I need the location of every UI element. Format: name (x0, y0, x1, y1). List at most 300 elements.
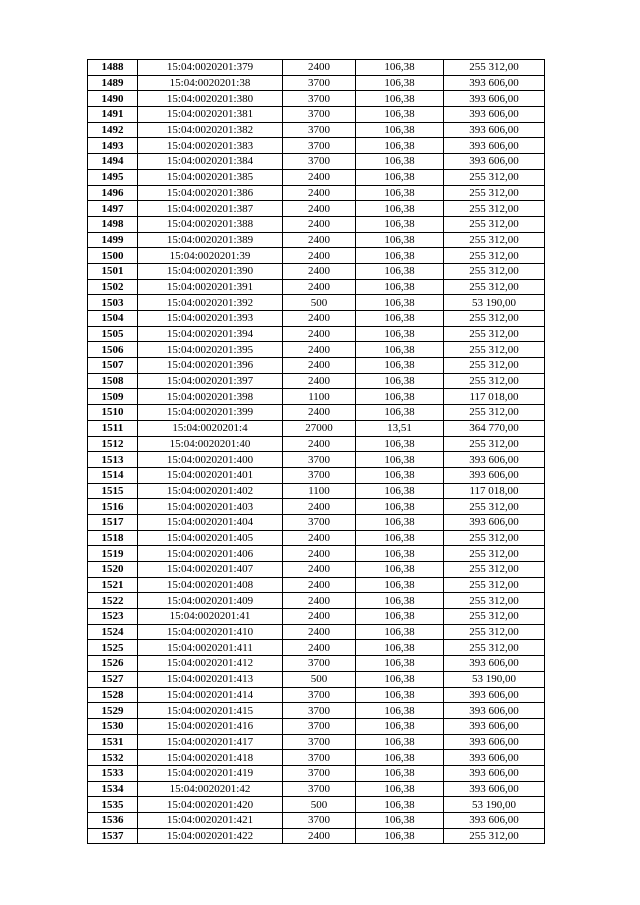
value-cell: 393 606,00 (444, 703, 545, 719)
row-number-cell: 1522 (88, 593, 138, 609)
rate-cell: 106,38 (356, 295, 444, 311)
rate-cell: 106,38 (356, 185, 444, 201)
row-number-cell: 1510 (88, 405, 138, 421)
rate-cell: 106,38 (356, 342, 444, 358)
row-number-cell: 1497 (88, 201, 138, 217)
value-cell: 255 312,00 (444, 499, 545, 515)
value-cell: 393 606,00 (444, 687, 545, 703)
cadastral-number-cell: 15:04:0020201:383 (138, 138, 283, 154)
cadastral-number-cell: 15:04:0020201:404 (138, 514, 283, 530)
table-row (88, 60, 545, 76)
value-cell: 255 312,00 (444, 373, 545, 389)
value-cell: 255 312,00 (444, 263, 545, 279)
cadastral-number-cell: 15:04:0020201:380 (138, 91, 283, 107)
row-number-cell: 1515 (88, 483, 138, 499)
rate-cell: 106,38 (356, 797, 444, 813)
area-cell: 2400 (283, 279, 356, 295)
value-cell: 255 312,00 (444, 279, 545, 295)
table-row (88, 781, 545, 797)
row-number-cell: 1537 (88, 828, 138, 844)
table-row (88, 91, 545, 107)
rate-cell: 106,38 (356, 483, 444, 499)
area-cell: 2400 (283, 185, 356, 201)
area-cell: 3700 (283, 154, 356, 170)
value-cell: 255 312,00 (444, 185, 545, 201)
row-number-cell: 1530 (88, 718, 138, 734)
data-table (87, 59, 545, 844)
value-cell: 393 606,00 (444, 781, 545, 797)
cadastral-number-cell: 15:04:0020201:410 (138, 624, 283, 640)
cadastral-number-cell: 15:04:0020201:386 (138, 185, 283, 201)
rate-cell: 106,38 (356, 734, 444, 750)
table-row (88, 263, 545, 279)
area-cell: 500 (283, 295, 356, 311)
area-cell: 2400 (283, 499, 356, 515)
rate-cell: 106,38 (356, 546, 444, 562)
cadastral-number-cell: 15:04:0020201:397 (138, 373, 283, 389)
cadastral-number-cell: 15:04:0020201:40 (138, 436, 283, 452)
area-cell: 3700 (283, 122, 356, 138)
rate-cell: 106,38 (356, 373, 444, 389)
row-number-cell: 1534 (88, 781, 138, 797)
table-row (88, 295, 545, 311)
value-cell: 393 606,00 (444, 813, 545, 829)
row-number-cell: 1508 (88, 373, 138, 389)
cadastral-number-cell: 15:04:0020201:381 (138, 107, 283, 123)
table-row (88, 609, 545, 625)
table-row (88, 420, 545, 436)
row-number-cell: 1525 (88, 640, 138, 656)
area-cell: 3700 (283, 750, 356, 766)
table-row (88, 201, 545, 217)
value-cell: 255 312,00 (444, 530, 545, 546)
cadastral-number-cell: 15:04:0020201:400 (138, 452, 283, 468)
row-number-cell: 1496 (88, 185, 138, 201)
row-number-cell: 1527 (88, 671, 138, 687)
area-cell: 3700 (283, 703, 356, 719)
value-cell: 255 312,00 (444, 405, 545, 421)
row-number-cell: 1526 (88, 656, 138, 672)
rate-cell: 106,38 (356, 91, 444, 107)
row-number-cell: 1518 (88, 530, 138, 546)
area-cell: 2400 (283, 60, 356, 76)
cadastral-number-cell: 15:04:0020201:385 (138, 169, 283, 185)
rate-cell: 106,38 (356, 436, 444, 452)
rate-cell: 106,38 (356, 358, 444, 374)
rate-cell: 106,38 (356, 514, 444, 530)
table-row (88, 577, 545, 593)
table-row (88, 279, 545, 295)
value-cell: 53 190,00 (444, 671, 545, 687)
row-number-cell: 1513 (88, 452, 138, 468)
rate-cell: 106,38 (356, 311, 444, 327)
value-cell: 255 312,00 (444, 562, 545, 578)
area-cell: 2400 (283, 562, 356, 578)
cadastral-number-cell: 15:04:0020201:401 (138, 467, 283, 483)
area-cell: 2400 (283, 828, 356, 844)
area-cell: 3700 (283, 452, 356, 468)
rate-cell: 106,38 (356, 75, 444, 91)
cadastral-number-cell: 15:04:0020201:41 (138, 609, 283, 625)
cadastral-number-cell: 15:04:0020201:405 (138, 530, 283, 546)
value-cell: 117 018,00 (444, 389, 545, 405)
table-row (88, 687, 545, 703)
row-number-cell: 1490 (88, 91, 138, 107)
rate-cell: 106,38 (356, 107, 444, 123)
cadastral-number-cell: 15:04:0020201:402 (138, 483, 283, 499)
value-cell: 255 312,00 (444, 828, 545, 844)
row-number-cell: 1498 (88, 216, 138, 232)
area-cell: 3700 (283, 91, 356, 107)
cadastral-number-cell: 15:04:0020201:406 (138, 546, 283, 562)
rate-cell: 106,38 (356, 216, 444, 232)
table-row (88, 342, 545, 358)
table-row (88, 546, 545, 562)
value-cell: 53 190,00 (444, 797, 545, 813)
row-number-cell: 1503 (88, 295, 138, 311)
value-cell: 255 312,00 (444, 609, 545, 625)
cadastral-number-cell: 15:04:0020201:392 (138, 295, 283, 311)
value-cell: 255 312,00 (444, 593, 545, 609)
area-cell: 2400 (283, 577, 356, 593)
value-cell: 393 606,00 (444, 91, 545, 107)
value-cell: 393 606,00 (444, 734, 545, 750)
row-number-cell: 1504 (88, 311, 138, 327)
cadastral-number-cell: 15:04:0020201:393 (138, 311, 283, 327)
area-cell: 2400 (283, 358, 356, 374)
row-number-cell: 1511 (88, 420, 138, 436)
row-number-cell: 1531 (88, 734, 138, 750)
value-cell: 255 312,00 (444, 358, 545, 374)
cadastral-number-cell: 15:04:0020201:413 (138, 671, 283, 687)
rate-cell: 106,38 (356, 499, 444, 515)
rate-cell: 106,38 (356, 263, 444, 279)
rate-cell: 106,38 (356, 248, 444, 264)
cadastral-number-cell: 15:04:0020201:419 (138, 765, 283, 781)
table-row (88, 232, 545, 248)
area-cell: 2400 (283, 342, 356, 358)
table-row (88, 436, 545, 452)
value-cell: 393 606,00 (444, 765, 545, 781)
table-row (88, 75, 545, 91)
table-row (88, 656, 545, 672)
row-number-cell: 1506 (88, 342, 138, 358)
cadastral-number-cell: 15:04:0020201:384 (138, 154, 283, 170)
value-cell: 255 312,00 (444, 577, 545, 593)
table-row (88, 373, 545, 389)
row-number-cell: 1489 (88, 75, 138, 91)
area-cell: 2400 (283, 232, 356, 248)
rate-cell: 106,38 (356, 122, 444, 138)
cadastral-number-cell: 15:04:0020201:415 (138, 703, 283, 719)
area-cell: 2400 (283, 311, 356, 327)
rate-cell: 106,38 (356, 624, 444, 640)
area-cell: 2400 (283, 530, 356, 546)
table-row (88, 734, 545, 750)
table-row (88, 169, 545, 185)
table-row (88, 216, 545, 232)
cadastral-number-cell: 15:04:0020201:391 (138, 279, 283, 295)
area-cell: 27000 (283, 420, 356, 436)
value-cell: 393 606,00 (444, 514, 545, 530)
row-number-cell: 1520 (88, 562, 138, 578)
table-row (88, 813, 545, 829)
area-cell: 3700 (283, 781, 356, 797)
table-row (88, 389, 545, 405)
table-row (88, 467, 545, 483)
table-row (88, 499, 545, 515)
area-cell: 2400 (283, 640, 356, 656)
rate-cell: 106,38 (356, 671, 444, 687)
rate-cell: 106,38 (356, 593, 444, 609)
row-number-cell: 1519 (88, 546, 138, 562)
area-cell: 3700 (283, 107, 356, 123)
area-cell: 2400 (283, 216, 356, 232)
cadastral-number-cell: 15:04:0020201:42 (138, 781, 283, 797)
value-cell: 255 312,00 (444, 624, 545, 640)
rate-cell: 106,38 (356, 828, 444, 844)
value-cell: 393 606,00 (444, 107, 545, 123)
area-cell: 3700 (283, 656, 356, 672)
value-cell: 393 606,00 (444, 154, 545, 170)
table-row (88, 562, 545, 578)
area-cell: 500 (283, 671, 356, 687)
area-cell: 2400 (283, 593, 356, 609)
cadastral-number-cell: 15:04:0020201:411 (138, 640, 283, 656)
row-number-cell: 1523 (88, 609, 138, 625)
cadastral-number-cell: 15:04:0020201:420 (138, 797, 283, 813)
rate-cell: 106,38 (356, 389, 444, 405)
row-number-cell: 1492 (88, 122, 138, 138)
cadastral-number-cell: 15:04:0020201:409 (138, 593, 283, 609)
rate-cell: 106,38 (356, 530, 444, 546)
row-number-cell: 1488 (88, 60, 138, 76)
value-cell: 393 606,00 (444, 75, 545, 91)
rate-cell: 106,38 (356, 609, 444, 625)
row-number-cell: 1521 (88, 577, 138, 593)
area-cell: 2400 (283, 169, 356, 185)
area-cell: 500 (283, 797, 356, 813)
value-cell: 53 190,00 (444, 295, 545, 311)
cadastral-number-cell: 15:04:0020201:414 (138, 687, 283, 703)
rate-cell: 106,38 (356, 765, 444, 781)
rate-cell: 106,38 (356, 326, 444, 342)
row-number-cell: 1536 (88, 813, 138, 829)
table-row (88, 530, 545, 546)
area-cell: 3700 (283, 765, 356, 781)
area-cell: 2400 (283, 546, 356, 562)
table-row (88, 828, 545, 844)
row-number-cell: 1493 (88, 138, 138, 154)
cadastral-number-cell: 15:04:0020201:382 (138, 122, 283, 138)
table-row (88, 248, 545, 264)
area-cell: 2400 (283, 405, 356, 421)
table-row (88, 452, 545, 468)
value-cell: 255 312,00 (444, 216, 545, 232)
cadastral-number-cell: 15:04:0020201:395 (138, 342, 283, 358)
area-cell: 2400 (283, 201, 356, 217)
area-cell: 2400 (283, 248, 356, 264)
rate-cell: 106,38 (356, 405, 444, 421)
value-cell: 393 606,00 (444, 656, 545, 672)
table-row (88, 624, 545, 640)
rate-cell: 106,38 (356, 687, 444, 703)
area-cell: 3700 (283, 467, 356, 483)
rate-cell: 106,38 (356, 781, 444, 797)
rate-cell: 106,38 (356, 656, 444, 672)
value-cell: 255 312,00 (444, 342, 545, 358)
row-number-cell: 1529 (88, 703, 138, 719)
cadastral-number-cell: 15:04:0020201:396 (138, 358, 283, 374)
table-row (88, 107, 545, 123)
rate-cell: 106,38 (356, 577, 444, 593)
value-cell: 255 312,00 (444, 201, 545, 217)
row-number-cell: 1502 (88, 279, 138, 295)
row-number-cell: 1509 (88, 389, 138, 405)
row-number-cell: 1532 (88, 750, 138, 766)
table-row (88, 122, 545, 138)
rate-cell: 106,38 (356, 640, 444, 656)
cadastral-number-cell: 15:04:0020201:407 (138, 562, 283, 578)
value-cell: 255 312,00 (444, 169, 545, 185)
area-cell: 3700 (283, 734, 356, 750)
table-row (88, 750, 545, 766)
table-row (88, 797, 545, 813)
table-body (88, 60, 545, 844)
cadastral-number-cell: 15:04:0020201:399 (138, 405, 283, 421)
value-cell: 393 606,00 (444, 452, 545, 468)
area-cell: 2400 (283, 263, 356, 279)
row-number-cell: 1535 (88, 797, 138, 813)
table-row (88, 483, 545, 499)
value-cell: 255 312,00 (444, 248, 545, 264)
table-row (88, 514, 545, 530)
value-cell: 255 312,00 (444, 546, 545, 562)
table-row (88, 138, 545, 154)
area-cell: 3700 (283, 718, 356, 734)
area-cell: 1100 (283, 483, 356, 499)
cadastral-number-cell: 15:04:0020201:412 (138, 656, 283, 672)
cadastral-number-cell: 15:04:0020201:417 (138, 734, 283, 750)
rate-cell: 106,38 (356, 138, 444, 154)
row-number-cell: 1528 (88, 687, 138, 703)
area-cell: 2400 (283, 609, 356, 625)
row-number-cell: 1507 (88, 358, 138, 374)
value-cell: 393 606,00 (444, 750, 545, 766)
table-row (88, 703, 545, 719)
area-cell: 3700 (283, 687, 356, 703)
rate-cell: 106,38 (356, 813, 444, 829)
value-cell: 255 312,00 (444, 232, 545, 248)
table-row (88, 311, 545, 327)
table-row (88, 405, 545, 421)
row-number-cell: 1494 (88, 154, 138, 170)
area-cell: 3700 (283, 514, 356, 530)
row-number-cell: 1516 (88, 499, 138, 515)
rate-cell: 106,38 (356, 703, 444, 719)
row-number-cell: 1517 (88, 514, 138, 530)
area-cell: 2400 (283, 326, 356, 342)
value-cell: 255 312,00 (444, 436, 545, 452)
row-number-cell: 1499 (88, 232, 138, 248)
cadastral-number-cell: 15:04:0020201:418 (138, 750, 283, 766)
row-number-cell: 1514 (88, 467, 138, 483)
cadastral-number-cell: 15:04:0020201:39 (138, 248, 283, 264)
value-cell: 255 312,00 (444, 60, 545, 76)
row-number-cell: 1533 (88, 765, 138, 781)
rate-cell: 106,38 (356, 232, 444, 248)
value-cell: 255 312,00 (444, 640, 545, 656)
cadastral-number-cell: 15:04:0020201:422 (138, 828, 283, 844)
table-row (88, 154, 545, 170)
row-number-cell: 1512 (88, 436, 138, 452)
cadastral-number-cell: 15:04:0020201:389 (138, 232, 283, 248)
cadastral-number-cell: 15:04:0020201:416 (138, 718, 283, 734)
cadastral-number-cell: 15:04:0020201:394 (138, 326, 283, 342)
area-cell: 3700 (283, 138, 356, 154)
rate-cell: 106,38 (356, 154, 444, 170)
area-cell: 1100 (283, 389, 356, 405)
rate-cell: 13,51 (356, 420, 444, 436)
rate-cell: 106,38 (356, 562, 444, 578)
rate-cell: 106,38 (356, 452, 444, 468)
cadastral-number-cell: 15:04:0020201:388 (138, 216, 283, 232)
row-number-cell: 1491 (88, 107, 138, 123)
row-number-cell: 1500 (88, 248, 138, 264)
cadastral-number-cell: 15:04:0020201:390 (138, 263, 283, 279)
value-cell: 255 312,00 (444, 311, 545, 327)
value-cell: 393 606,00 (444, 718, 545, 734)
table-row (88, 358, 545, 374)
rate-cell: 106,38 (356, 169, 444, 185)
rate-cell: 106,38 (356, 467, 444, 483)
area-cell: 2400 (283, 624, 356, 640)
value-cell: 117 018,00 (444, 483, 545, 499)
value-cell: 393 606,00 (444, 138, 545, 154)
cadastral-number-cell: 15:04:0020201:421 (138, 813, 283, 829)
value-cell: 364 770,00 (444, 420, 545, 436)
value-cell: 393 606,00 (444, 122, 545, 138)
table-row (88, 718, 545, 734)
value-cell: 393 606,00 (444, 467, 545, 483)
area-cell: 3700 (283, 75, 356, 91)
cadastral-number-cell: 15:04:0020201:379 (138, 60, 283, 76)
area-cell: 2400 (283, 373, 356, 389)
row-number-cell: 1501 (88, 263, 138, 279)
table-row (88, 185, 545, 201)
cadastral-number-cell: 15:04:0020201:38 (138, 75, 283, 91)
value-cell: 255 312,00 (444, 326, 545, 342)
rate-cell: 106,38 (356, 718, 444, 734)
rate-cell: 106,38 (356, 201, 444, 217)
table-row (88, 593, 545, 609)
cadastral-number-cell: 15:04:0020201:398 (138, 389, 283, 405)
rate-cell: 106,38 (356, 750, 444, 766)
area-cell: 2400 (283, 436, 356, 452)
table-row (88, 765, 545, 781)
row-number-cell: 1505 (88, 326, 138, 342)
row-number-cell: 1524 (88, 624, 138, 640)
rate-cell: 106,38 (356, 279, 444, 295)
cadastral-number-cell: 15:04:0020201:4 (138, 420, 283, 436)
area-cell: 3700 (283, 813, 356, 829)
table-row (88, 640, 545, 656)
cadastral-number-cell: 15:04:0020201:387 (138, 201, 283, 217)
cadastral-number-cell: 15:04:0020201:403 (138, 499, 283, 515)
cadastral-number-cell: 15:04:0020201:408 (138, 577, 283, 593)
row-number-cell: 1495 (88, 169, 138, 185)
table-row (88, 671, 545, 687)
